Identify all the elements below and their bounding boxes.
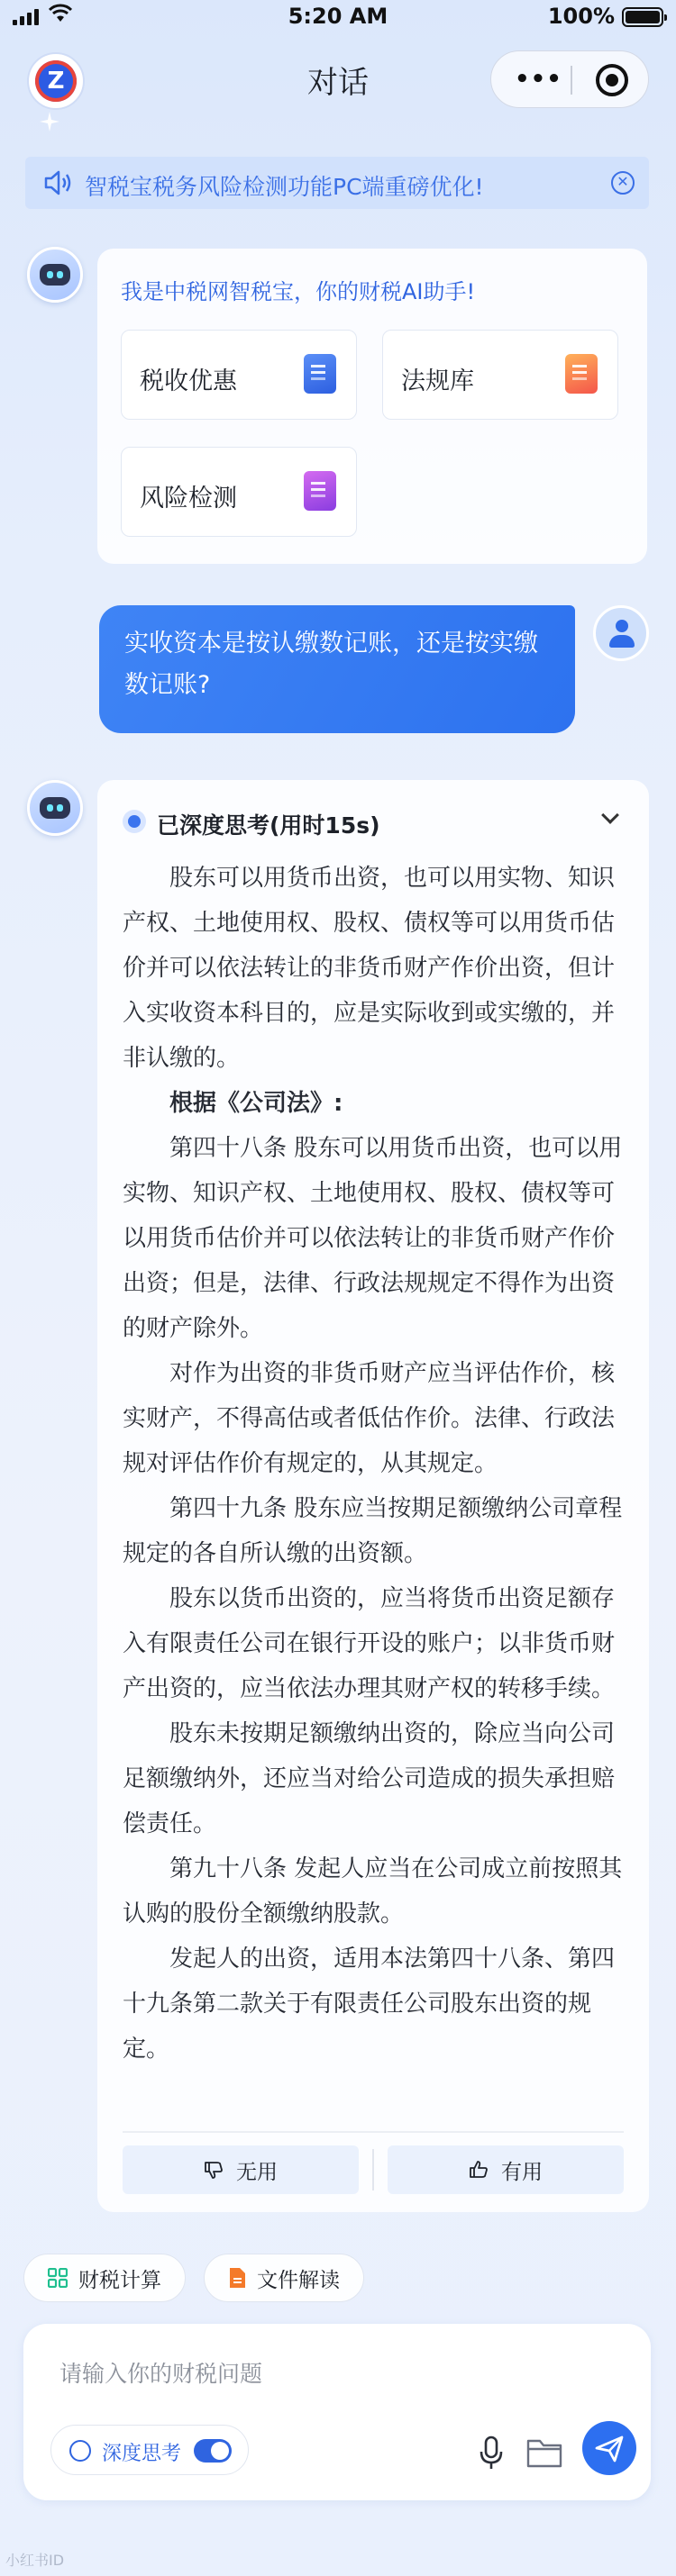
welcome-greeting: 我是中税网智税宝，你的财税AI助手! xyxy=(121,279,476,304)
dislike-label: 无用 xyxy=(236,2160,278,2184)
robot-icon xyxy=(40,797,70,819)
grid-calc-icon xyxy=(48,2268,68,2288)
send-icon xyxy=(582,2421,636,2475)
deep-think-label: 深度思考 xyxy=(102,2443,182,2465)
folder-icon[interactable] xyxy=(526,2437,562,2468)
deep-think-toggle[interactable] xyxy=(50,2425,249,2475)
answer-paragraph: 股东以货币出资的，应当将货币出资足额存入有限责任公司在银行开设的账户；以非货币财产出资的，应当依法办理其财产权的转移手续。 xyxy=(123,1585,616,1702)
document-blue-icon xyxy=(304,354,336,394)
page-title: 对话 xyxy=(307,65,369,101)
send-button[interactable] xyxy=(582,2421,636,2475)
thumbs-down-icon xyxy=(204,2160,224,2180)
bot-avatar xyxy=(27,247,83,303)
thumbs-up-icon xyxy=(469,2160,489,2180)
tool-chip-tax-calculator[interactable] xyxy=(23,2254,186,2302)
tool-chip-label: 文件解读 xyxy=(257,2268,340,2292)
answer-paragraph: 股东可以用货币出资，也可以用实物、知识产权、土地使用权、股权、债权等可以用货币估价并可以依法转让的非货币财产作价出资，但计入实收资本科目的，应是实际收到或实缴的，并非认缴的。 xyxy=(123,865,616,1072)
user-avatar xyxy=(593,605,649,661)
user-message-bubble: 实收资本是按认缴数记账，还是按实缴数记账? xyxy=(99,605,575,733)
status-time: 5:20 AM xyxy=(288,4,388,29)
tool-chip-label: 财税计算 xyxy=(78,2268,161,2292)
file-doc-icon xyxy=(228,2267,246,2289)
deep-thinking-toggle[interactable] xyxy=(123,803,624,839)
document-orange-icon xyxy=(565,354,598,394)
like-label: 有用 xyxy=(501,2160,543,2184)
chevron-down-icon[interactable] xyxy=(601,806,619,824)
deep-think-icon xyxy=(69,2440,91,2462)
deep-think-switch[interactable] xyxy=(194,2439,232,2463)
message-input[interactable]: 请输入你的财税问题 xyxy=(59,2361,263,2387)
sparkle-icon xyxy=(40,112,59,132)
answer-paragraph: 第九十八条 发起人应当在公司成立前按照其认购的股份全额缴纳股款。 xyxy=(123,1855,623,1927)
capsule-divider xyxy=(571,66,572,95)
message-composer xyxy=(23,2324,651,2500)
document-purple-icon xyxy=(304,471,336,511)
thinking-indicator-icon xyxy=(123,810,146,833)
close-icon[interactable]: ✕ xyxy=(611,171,635,195)
mini-program-capsule xyxy=(490,50,649,108)
like-button[interactable] xyxy=(388,2145,624,2194)
answer-card xyxy=(97,780,649,2212)
thinking-label: 已深度思考(用时15s) xyxy=(157,812,380,839)
answer-text xyxy=(123,856,624,2072)
bot-avatar xyxy=(27,780,83,836)
target-circle-icon[interactable] xyxy=(596,64,628,96)
answer-paragraph: 第四十九条 股东应当按期足额缴纳公司章程规定的各自所认缴的出资额。 xyxy=(123,1495,623,1567)
answer-paragraph: 发起人的出资，适用本法第四十八条、第四十九条第二款关于有限责任公司股东出资的规定。 xyxy=(123,1946,616,2063)
quick-action-regulations[interactable] xyxy=(382,330,618,420)
answer-paragraph: 第四十八条 股东可以用货币出资，也可以用实物、知识产权、土地使用权、股权、债权等可以用货币估价并可以依法转让的非货币财产作价出资；但是，法律、行政法规规定不得作为出资的财产除外。 xyxy=(123,1135,623,1342)
battery-icon xyxy=(622,7,663,27)
microphone-icon[interactable] xyxy=(478,2435,505,2472)
quick-action-label: 风险检测 xyxy=(140,485,237,512)
quick-action-tax-incentives[interactable] xyxy=(121,330,357,420)
status-bar xyxy=(0,0,676,36)
answer-paragraph: 股东未按期足额缴纳出资的，除应当向公司足额缴纳外，还应当对给公司造成的损失承担赔偿责任。 xyxy=(123,1720,616,1837)
quick-action-label: 法规库 xyxy=(401,367,474,395)
tool-chip-file-reading[interactable] xyxy=(204,2254,364,2302)
logo-mark-icon: Z xyxy=(35,60,77,102)
feedback-button-divider xyxy=(372,2149,374,2191)
watermark: 小红书ID xyxy=(5,2552,65,2569)
welcome-card xyxy=(97,249,647,564)
dislike-button[interactable] xyxy=(123,2145,359,2194)
more-dots-icon[interactable]: ••• xyxy=(515,66,562,93)
feedback-divider xyxy=(123,2131,624,2133)
battery-percent: 100% xyxy=(547,4,615,29)
quick-action-label: 税收优惠 xyxy=(140,367,237,395)
answer-subheading: 根据《公司法》: xyxy=(169,1090,343,1117)
notice-bar[interactable] xyxy=(25,157,649,209)
quick-action-risk-detection[interactable] xyxy=(121,447,357,537)
answer-paragraph: 对作为出资的非货币财产应当评估作价，核实财产，不得高估或者低估作价。法律、行政法规对评估作价有规定的，从其规定。 xyxy=(123,1360,616,1477)
notice-text: 智税宝税务风险检测功能PC端重磅优化! xyxy=(85,174,484,200)
speaker-icon xyxy=(43,169,72,196)
robot-icon xyxy=(40,264,70,286)
